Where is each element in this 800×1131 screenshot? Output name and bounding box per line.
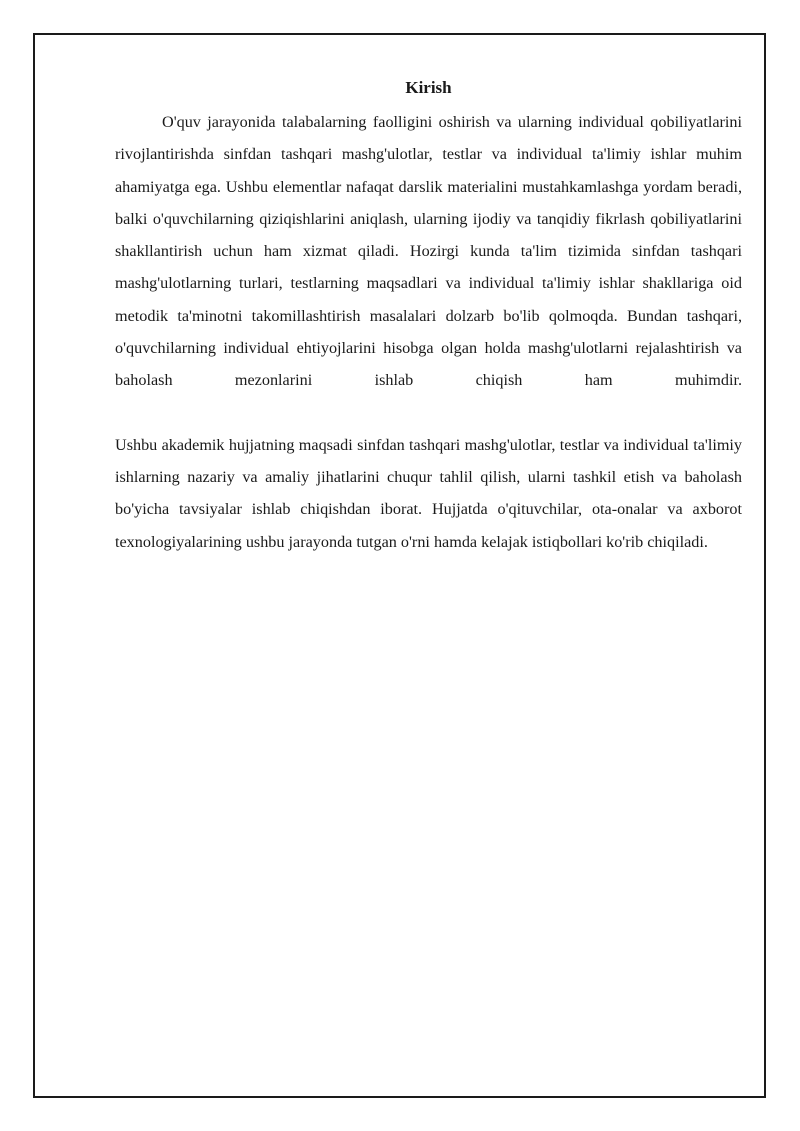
document-body	[115, 74, 742, 558]
paragraph-introduction: O'quv jarayonida talabalarning faolligini oshirish va ularning individual qobiliyatlarini rivojlantirishda sinfdan tashqari mashg'ulotlar, testlar va individual ta'limiy ishlar muhim ahamiyatga ega. Ushbu elementlar nafaqat darslik materialini mustahkamlashga yordam beradi, balki o'quvchilarning qiziqishlarini aniqlash, ularning ijodiy va tanqidiy fikrlash qobiliyatlarini shakllantirish uchun ham xizmat qiladi. Hozirgi kunda ta'lim tizimida sinfdan tashqari mashg'ulotlarning turlari, testlarning maqsadlari va individual ta'limiy ishlar shakllariga oid metodik ta'minotni takomillashtirish masalalari dolzarb bo'lib qolmoqda. Bundan tashqari, o'quvchilarning individual ehtiyojlarini hisobga olgan holda mashg'ulotlarni rejalashtirish va baholash mezonlarini ishlab chiqish ham muhimdir.	[115, 113, 742, 390]
paragraph-purpose: Ushbu akademik hujjatning maqsadi sinfdan tashqari mashg'ulotlar, testlar va individual ta'limiy ishlarning nazariy va amaliy jihatlarini chuqur tahlil qilish, ularni tashkil etish va baholash bo'yicha tavsiyalar ishlab chiqishdan iborat. Hujjatda o'qituvchilar, ota-onalar va axborot texnologiyalarining ushbu jarayonda tutgan o'rni hamda kelajak istiqbollari ko'rib chiqiladi.	[115, 435, 742, 551]
paragraph-spacer	[115, 397, 742, 429]
document-title: Kirish	[405, 78, 452, 97]
